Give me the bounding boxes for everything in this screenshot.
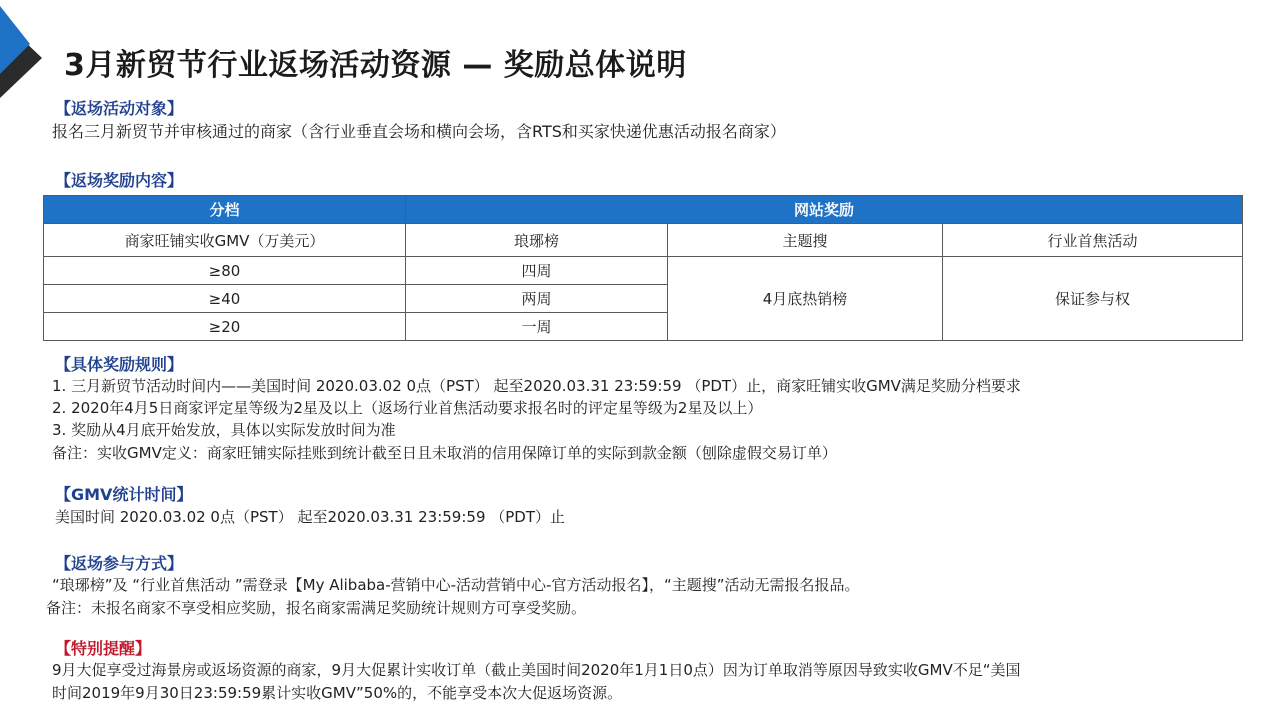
col-industry-focus: 行业首焦活动 [943,224,1243,257]
reward-table [43,195,1243,341]
rule-item-2: 2. 2020年4月5日商家评定星等级为2星及以上（返场行业首焦活动要求报名时的评定星等级为2星及以上） [52,399,763,417]
participation-text: “琅琊榜”及 “行业首焦活动 ”需登录【My Alibaba-营销中心-活动营销中心-官方活动报名】，“主题搜”活动无需报名报品。 [52,576,860,594]
rules-heading: 【具体奖励规则】 [55,355,184,374]
reward-heading: 【返场奖励内容】 [55,171,184,190]
gmv-time-heading: 【GMV统计时间】 [55,485,193,504]
reminder-line-2: 时间2019年9月30日23:59:59累计实收GMV”50%的，不能享受本次大促返场资源。 [52,684,623,702]
participation-heading: 【返场参与方式】 [55,554,184,573]
tier-cell: ≥40 [44,285,406,313]
page-title: 3月新贸节行业返场活动资源 — 奖励总体说明 [64,48,687,83]
ranking-cell: 两周 [406,285,668,313]
col-gmv: 商家旺铺实收GMV（万美元） [44,224,406,257]
target-heading: 【返场活动对象】 [55,99,184,118]
target-text: 报名三月新贸节并审核通过的商家（含行业垂直会场和横向会场，含RTS和买家快递优惠活动报名商家） [52,122,786,141]
corner-decoration [0,0,52,120]
reminder-line-1: 9月大促享受过海景房或返场资源的商家，9月大促累计实收订单（截止美国时间2020年1月1日0点）因为订单取消等原因导致实收GMV不足“美国 [52,661,1021,679]
header-tier: 分档 [44,196,406,224]
participation-note: 备注：未报名商家不享受相应奖励，报名商家需满足奖励统计规则方可享受奖励。 [46,599,587,617]
industry-focus-value: 保证参与权 [943,257,1243,341]
col-ranking: 琅琊榜 [406,224,668,257]
col-theme-search: 主题搜 [668,224,943,257]
ranking-cell: 四周 [406,257,668,285]
rule-item-1: 1. 三月新贸节活动时间内——美国时间 2020.03.02 0点（PST） 起至2020.03.31 23:59:59 （PDT）止，商家旺铺实收GMV满足奖励分档要求 [52,377,1021,395]
theme-search-value: 4月底热销榜 [668,257,943,341]
header-site-reward: 网站奖励 [406,196,1243,224]
tier-cell: ≥20 [44,313,406,341]
rule-item-3: 3. 奖励从4月底开始发放，具体以实际发放时间为准 [52,421,396,439]
gmv-time-text: 美国时间 2020.03.02 0点（PST） 起至2020.03.31 23:59:59 （PDT）止 [55,508,566,526]
reminder-heading: 【特别提醒】 [55,639,152,658]
ranking-cell: 一周 [406,313,668,341]
rules-note: 备注：实收GMV定义：商家旺铺实际挂账到统计截至日且未取消的信用保障订单的实际到款金额（刨除虚假交易订单） [52,444,837,462]
tier-cell: ≥80 [44,257,406,285]
